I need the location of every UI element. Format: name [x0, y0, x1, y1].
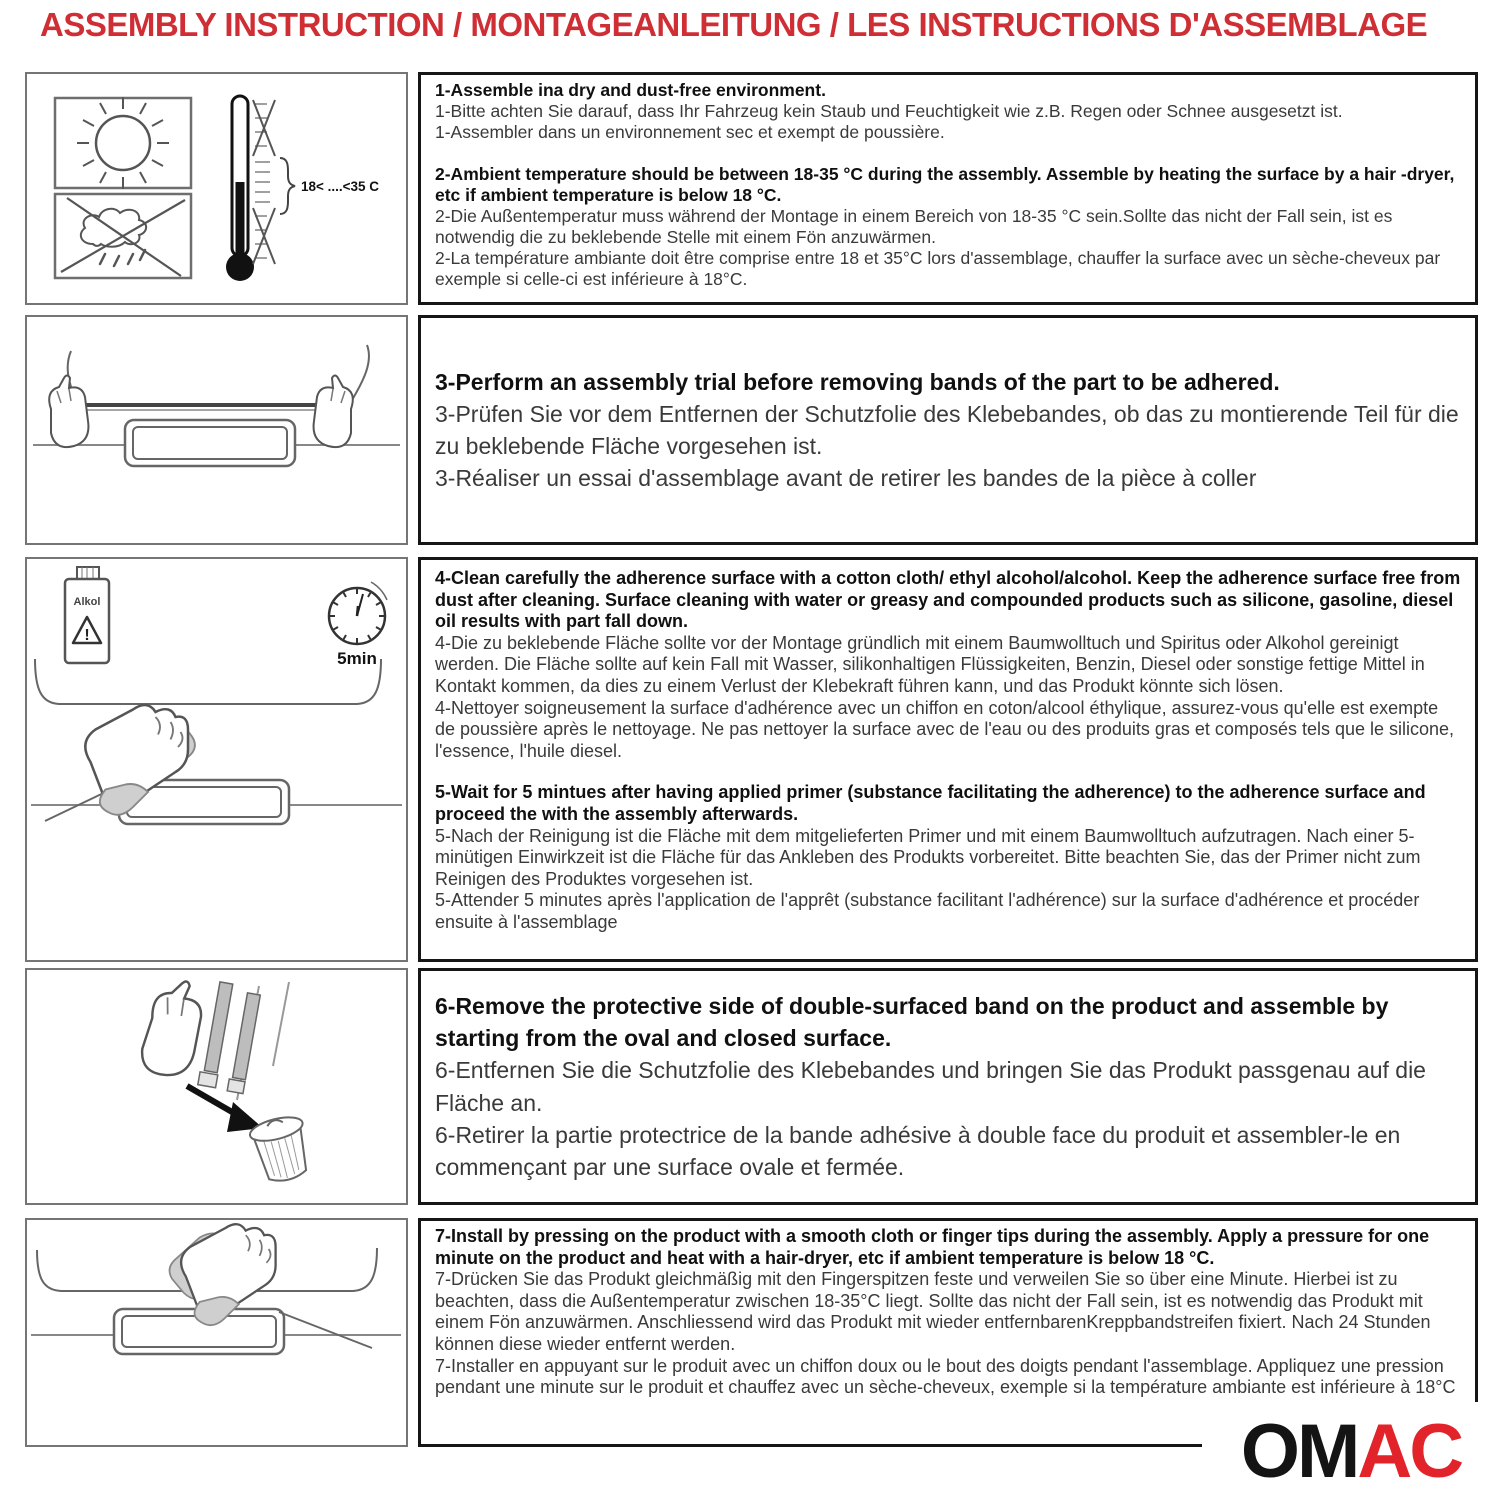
omac-logo [1202, 1402, 1500, 1500]
step-6-de: 6-Entfernen Sie die Schutzfolie des Klebebandes und bringen Sie das Produkt passgenau auf die Fläche an. [435, 1057, 1426, 1116]
step-3-fr: 3-Réaliser un essai d'assemblage avant de retirer les bandes de la pièce à coller [435, 465, 1257, 492]
alcohol-bottle-icon [65, 567, 109, 663]
step-5-en: 5-Wait for 5 mintues after having applied primer (substance facilitating the adherence) to the adherence surface and proceed the with the assembly afterwards. [435, 782, 1426, 824]
step-3-de: 3-Prüfen Sie vor dem Entfernen der Schutzfolie des Klebebandes, ob das zu montierende Teil für die zu beklebende Fläche vorgesehen ist. [435, 400, 1459, 459]
trunk-edge [35, 659, 381, 704]
step-2-de: 2-Die Außentemperatur muss während der Montage in einem Bereich von 18-35 °C sein.Sollte das nicht der Fall sein, ist es notwendig die zu beklebende Stelle mit einem Fön anzuwärmen. [435, 206, 1393, 247]
no-rain-icon [55, 194, 191, 278]
discard-arrow-icon [187, 1086, 263, 1132]
press-product-illustration [27, 1220, 406, 1445]
instruction-block-6 [418, 968, 1478, 1205]
protective-strips [198, 981, 262, 1093]
step-7-de: 7-Drücken Sie das Produkt gleichmäßig mit den Fingerspitzen feste und verweilen Sie so über eine Minute. Hierbei ist zu beachten, dass die Außentemperatur zwischen 18-35°C liegt. Sollte das nicht der Fall sein, ist es notwendig das Produkt mit einem Fön anzuwärmen. Anschliessend wird das Produkt mit wieder entfernbarenKreppbandstreifen fixiert. Nach 24 Stunden können diese wieder entfernt werden. [435, 1269, 1431, 1354]
figure-press-product [25, 1218, 408, 1447]
brace-glyph [280, 158, 295, 214]
step-3-en: 3-Perform an assembly trial before removing bands of the part to be adhered. [435, 368, 1280, 395]
step-6-fr: 6-Retirer la partie protectrice de la bande adhésive à double face du produit et assembler-le en commençant par une surface ovale et fermée. [435, 1121, 1401, 1180]
left-hand-icon [49, 376, 88, 448]
thermometer-icon [226, 96, 379, 281]
step-1-en: 1-Assemble ina dry and dust-free environment. [435, 80, 826, 100]
hand-icon [134, 974, 214, 1082]
step-4-fr: 4-Nettoyer soigneusement la surface d'adhérence avec un chiffon en coton/alcool éthylique, assurez-vous qu'elle est exempte de poussière après le nettoyage. Ne pas nettoyer la surface avec de l'eau ou des produits gras et composés tels que le silicone, l'essence, l'huile diesel. [435, 697, 1455, 761]
figure-environment-temperature [25, 72, 408, 305]
instruction-block-4-5 [418, 557, 1478, 962]
paragraph-gap [435, 143, 1461, 164]
step-4-en: 4-Clean carefully the adherence surface with a cotton cloth/ ethyl alcohol/alcohol. Keep the adherence surface free from dust after cleaning. Surface cleaning with water or greasy and compounded products such as silicone, gasoline, diesel oil results with part fall down. [435, 568, 1461, 632]
omac-logo-black-part: OM [1240, 1408, 1358, 1494]
figure-remove-band [25, 968, 408, 1205]
step-2-fr: 2-La température ambiante doit être comprise entre 18 et 35°C lors d'assemblage, chauffer la surface avec un sèche-cheveux par exemple si celle-ci est inférieure à 18°C. [435, 248, 1441, 289]
sun-icon [55, 97, 191, 189]
instruction-block-1-2 [418, 72, 1478, 305]
right-hand-icon [314, 376, 353, 448]
step-6-en: 6-Remove the protective side of double-surfaced band on the product and assemble by starting from the oval and closed surface. [435, 992, 1389, 1052]
step-4-de: 4-Die zu beklebende Fläche sollte vor der Montage gründlich mit einem Baumwolltuch und Spiritus oder Alkohol gereinigt werden. Die Fläche sollte auf kein Fall mit Wasser, silikonhaltigen Flüssigkeiten, Benzin, Diesel oder sonstige fettige Mittel in Kontakt kommen, da dies zu einem Verlust der Klebekraft führen kann, und das Produkt könnte sich lösen. [435, 632, 1425, 696]
omac-logo-red-part: AC [1357, 1408, 1462, 1494]
step-5-fr: 5-Attender 5 minutes après l'application de l'apprêt (substance facilitant l'adhérence) sur la surface d'adhérence et procéder ensuite à l'assemblage [435, 890, 1420, 932]
assembly-trial-illustration [27, 317, 406, 543]
cleaning-illustration [27, 559, 406, 960]
remove-band-illustration [27, 970, 406, 1203]
trim-plate [125, 420, 295, 466]
step-7-fr: 7-Installer en appuyant sur le produit avec un chiffon doux ou le bout des doigts pendant l'assemblage. Appliquez une pression pendant une minute sur le produit et chauffez avec un sèche-cheveux, exemple si la température ambiante est inférieure à 18°C [435, 1355, 1456, 1398]
clock-icon [329, 582, 387, 668]
bottle-label: Alkol [73, 596, 101, 608]
step-7-en: 7-Install by pressing on the product with a smooth cloth or finger tips during the assembly. Apply a pressure for one minute on the product and heat with a hair-dryer, etc if ambient temperature is below 18 °C. [435, 1226, 1430, 1268]
step-2-en: 2-Ambient temperature should be between 18-35 °C during the assembly. Assemble by heating the surface by a hair -dryer, etc if ambient temperature is below 18 °C. [435, 164, 1455, 205]
step-1-fr: 1-Assembler dans un environnement sec et exempt de poussière. [435, 122, 945, 142]
figure-cleaning [25, 557, 408, 962]
environment-illustration [27, 74, 406, 303]
temp-range-label: 18< ....<35 C [301, 179, 380, 194]
step-5-de: 5-Nach der Reinigung ist die Fläche mit dem mitgelieferten Primer und mit einem Baumwolltuch aufzutragen. Nach einer 5-minütigen Einwirkzeit ist die Fläche für das Ankleben des Produkts vorbereitet. Bitte beachten Sie, das der Primer nicht zum Reinigen des Produktes vorgesehen ist. [435, 825, 1421, 889]
clock-label: 5min [337, 649, 377, 668]
paragraph-gap [435, 762, 1461, 782]
page-title: ASSEMBLY INSTRUCTION / MONTAGEANLEITUNG / LES INSTRUCTIONS D'ASSEMBLAGE [40, 6, 1428, 43]
warning-glyph: ! [84, 627, 90, 644]
instruction-block-3 [418, 315, 1478, 545]
figure-assembly-trial [25, 315, 408, 545]
step-1-de: 1-Bitte achten Sie darauf, dass Ihr Fahrzeug kein Staub und Feuchtigkeit wie z.B. Regen oder Schnee ausgesetzt ist. [435, 101, 1343, 121]
